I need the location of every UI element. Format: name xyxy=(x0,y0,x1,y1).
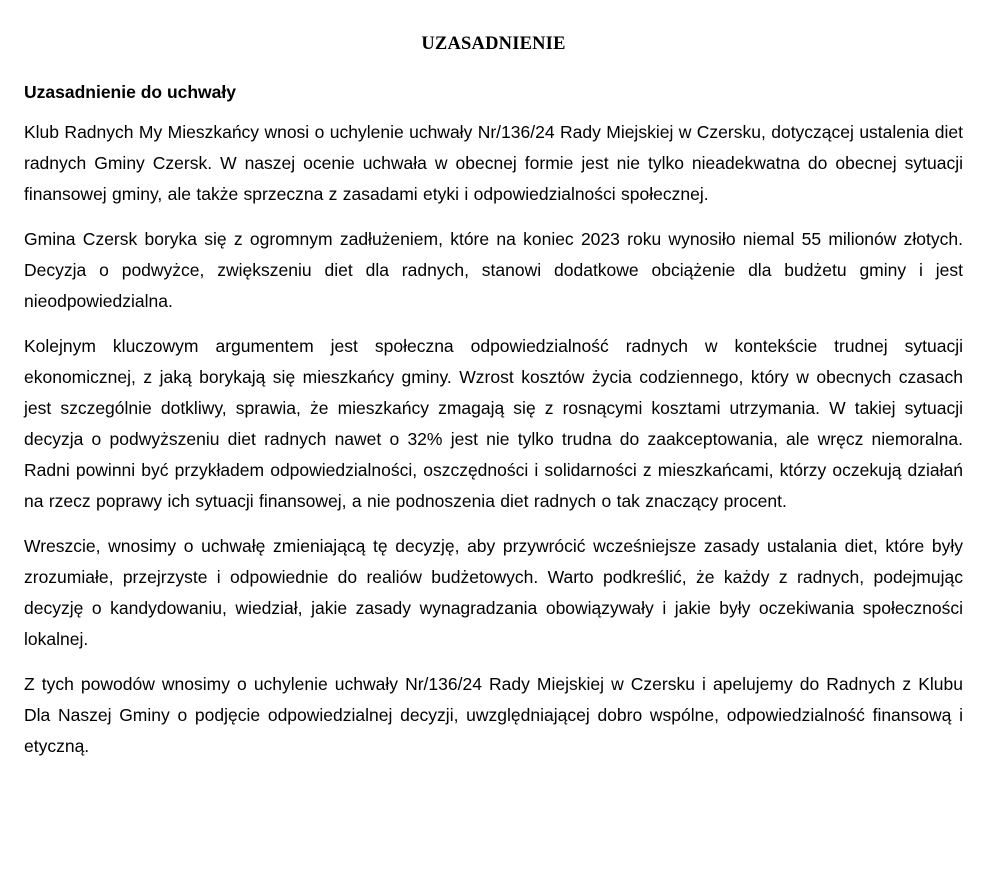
paragraph-2: Gmina Czersk boryka się z ogromnym zadłużeniem, które na koniec 2023 roku wynosiło niemal 55 milionów złotych. Decyzja o podwyżce, zwiększeniu diet dla radnych, stanowi dodatkowe obciążenie dla budżetu gminy i jest nieodpowiedzialna. xyxy=(24,229,963,311)
document-title: UZASADNIENIE xyxy=(421,34,566,54)
paragraph-1: Klub Radnych My Mieszkańcy wnosi o uchylenie uchwały Nr/136/24 Rady Miejskiej w Czersku, dotyczącej ustalenia diet radnych Gminy Czersk. W naszej ocenie uchwała w obecnej formie jest nie tylko nieadekwatna do obecnej sytuacji finansowej gminy, ale także sprzeczna z zasadami etyki i odpowiedzialności społecznej. xyxy=(24,122,963,204)
paragraph-5: Z tych powodów wnosimy o uchylenie uchwały Nr/136/24 Rady Miejskiej w Czersku i apelujemy do Radnych z Klubu Dla Naszej Gminy o podjęcie odpowiedzialnej decyzji, uwzględniającej dobro wspólne, odpowiedzialność finansową i etyczną. xyxy=(24,674,963,756)
paragraph-3: Kolejnym kluczowym argumentem jest społeczna odpowiedzialność radnych w kontekście trudnej sytuacji ekonomicznej, z jaką borykają się mieszkańcy gminy. Wzrost kosztów życia codziennego, który w obecnych czasach jest szczególnie dotkliwy, sprawia, że mieszkańcy zmagają się z rosnącymi kosztami utrzymania. W takiej sytuacji decyzja o podwyższeniu diet radnych nawet o 32% jest nie tylko trudna do zaakceptowania, ale wręcz niemoralna. Radni powinni być przykładem odpowiedzialności, oszczędności i solidarności z mieszkańcami, którzy oczekują działań na rzecz poprawy ich sytuacji finansowej, a nie podnoszenia diet radnych o tak znaczący procent. xyxy=(24,336,963,511)
document-subtitle: Uzasadnienie do uchwały xyxy=(24,82,236,102)
paragraph-4: Wreszcie, wnosimy o uchwałę zmieniającą tę decyzję, aby przywrócić wcześniejsze zasady ustalania diet, które były zrozumiałe, przejrzyste i odpowiednie do realiów budżetowych. Warto podkreślić, że każdy z radnych, podejmując decyzję o kandydowaniu, wiedział, jakie zasady wynagradzania obowiązywały i jakie były oczekiwania społeczności lokalnej. xyxy=(24,536,963,649)
